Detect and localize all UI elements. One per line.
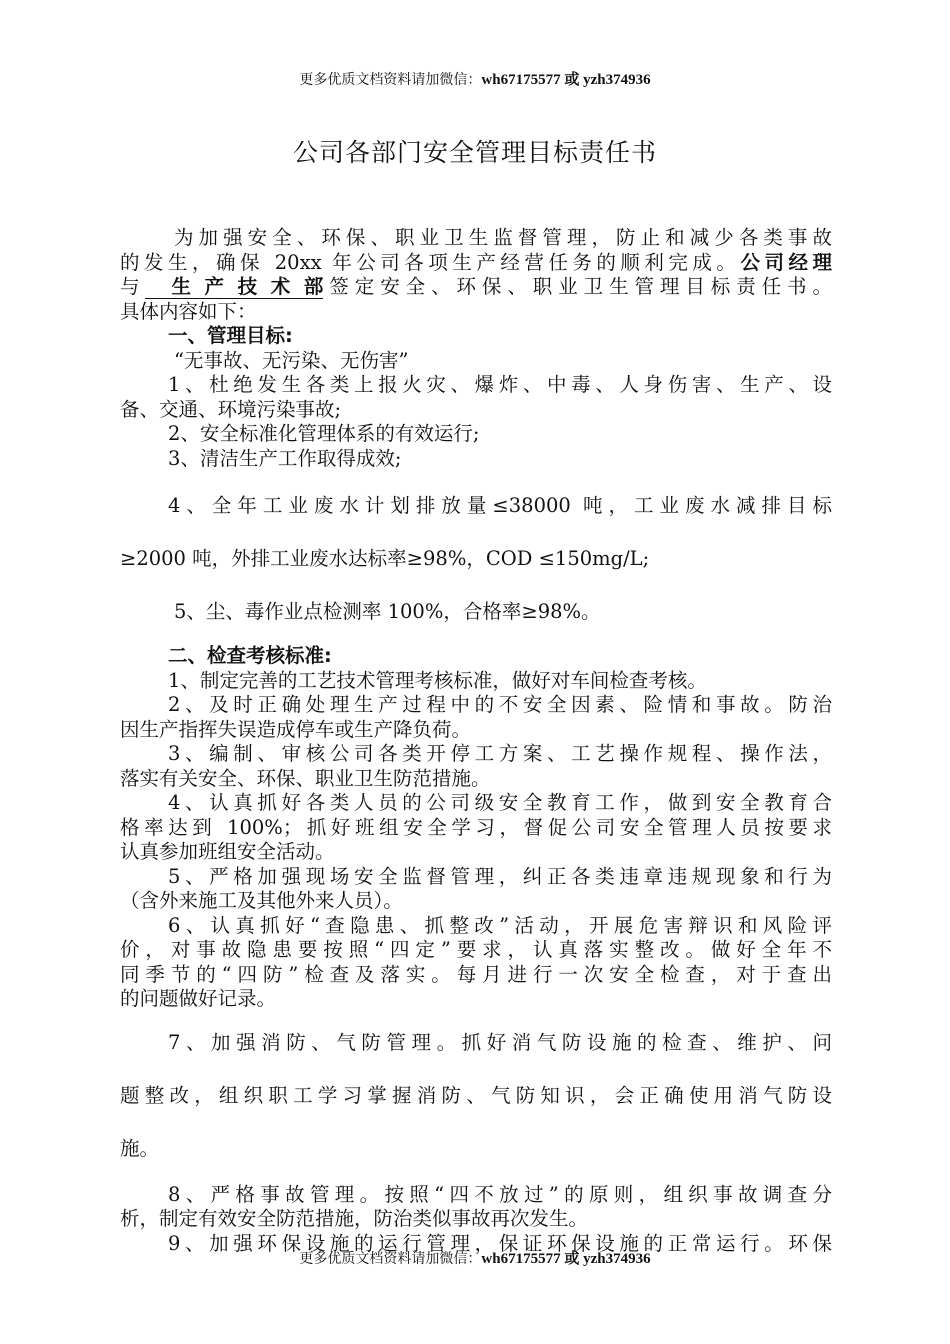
list-item: 8、严格事故管理。按照“四不放过”的原则，组织事故调查分 [168, 1182, 832, 1206]
slogan: “无事故、无污染、无伤害” [174, 348, 409, 372]
list-item: （含外来施工及其他外来人员）。 [120, 889, 403, 912]
list-item: 认真参加班组安全活动。 [120, 840, 335, 863]
intro-text: 签定安全、环保、职业卫生管理目标责任书。 [323, 275, 832, 298]
list-item: 6、认真抓好“查隐患、抓整改”活动，开展危害辩识和风险评 [168, 913, 832, 937]
list-item: 4、全年工业废水计划排放量≤38000 吨，工业废水减排目标 [168, 494, 832, 517]
list-item: 的问题做好记录。 [120, 987, 277, 1010]
list-item: 格率达到 100%；抓好班组安全学习，督促公司安全管理人员按要求 [120, 815, 832, 839]
list-item: 2、安全标准化管理体系的有效运行; [168, 422, 480, 445]
intro-party: 公司经理 [740, 250, 832, 274]
section-heading: 二、检查考核标准: [168, 644, 332, 667]
section-heading: 一、管理目标: [168, 324, 293, 347]
list-item: 施。 [120, 1136, 160, 1160]
intro-line: 具体内容如下： [120, 299, 257, 323]
list-item: 1、杜绝发生各类上报火灾、爆炸、中毒、人身伤害、生产、设 [168, 373, 832, 396]
intro-line: 为加强安全、环保、职业卫生监督管理，防止和减少各类事故 [174, 226, 832, 249]
intro-line [120, 275, 832, 300]
list-item: 5、尘、毒作业点检测率 100%，合格率≥98%。 [174, 600, 601, 623]
list-item: 3、编制、审核公司各类开停工方案、工艺操作规程、操作法， [168, 742, 832, 765]
list-item: 2、及时正确处理生产过程中的不安全因素、险情和事故。防治 [168, 693, 832, 716]
list-item: 析，制定有效安全防范措施，防治类似事故再次发生。 [120, 1207, 589, 1230]
list-item: 4、认真抓好各类人员的公司级安全教育工作，做到安全教育合 [168, 791, 832, 814]
list-item: ≥2000 吨，外排工业废水达标率≥98%，COD ≤150mg/L; [120, 547, 650, 570]
list-item: 1、制定完善的工艺技术管理考核标准，做好对车间检查考核。 [168, 668, 707, 692]
list-item: 价，对事故隐患要按照“四定”要求，认真落实整改。做好全年不 [120, 938, 832, 961]
footer-ids: wh67175577 或 yzh374936 [481, 1251, 651, 1267]
list-item: 备、交通、环境污染事故; [120, 397, 342, 421]
header-ids: wh67175577 或 yzh374936 [481, 72, 651, 88]
list-item: 5、严格加强现场安全监督管理，纠正各类违章违规现象和行为 [168, 864, 832, 888]
intro-line [120, 251, 832, 276]
list-item: 9、加强环保设施的运行管理，保证环保设施的正常运行。环保 [168, 1231, 832, 1255]
page-footer [0, 1247, 950, 1268]
intro-text: 的发生，确保 20xx 年公司各项生产经营任务的顺利完成。 [120, 250, 741, 274]
footer-text: 更多优质文档资料请加微信： [299, 1251, 482, 1267]
list-item: 因生产指挥失误造成停车或生产降负荷。 [120, 717, 472, 741]
intro-text: 与 [120, 275, 146, 298]
department-name: 生产技术部 [145, 276, 323, 299]
list-item: 落实有关安全、环保、职业卫生防范措施。 [120, 766, 491, 790]
document-body [120, 226, 832, 1256]
list-item: 同季节的“四防”检查及落实。每月进行一次安全检查，对于查出 [120, 962, 832, 986]
list-item: 7、加强消防、气防管理。抓好消气防设施的检查、维护、问 [168, 1030, 832, 1054]
list-item: 3、清洁生产工作取得成效; [168, 446, 402, 470]
document-title: 公司各部门安全管理目标责任书 [292, 138, 657, 167]
list-item: 题整改，组织职工学习掌握消防、气防知识，会正确使用消气防设 [120, 1083, 832, 1107]
page-header [0, 68, 950, 89]
header-text: 更多优质文档资料请加微信： [299, 72, 482, 88]
